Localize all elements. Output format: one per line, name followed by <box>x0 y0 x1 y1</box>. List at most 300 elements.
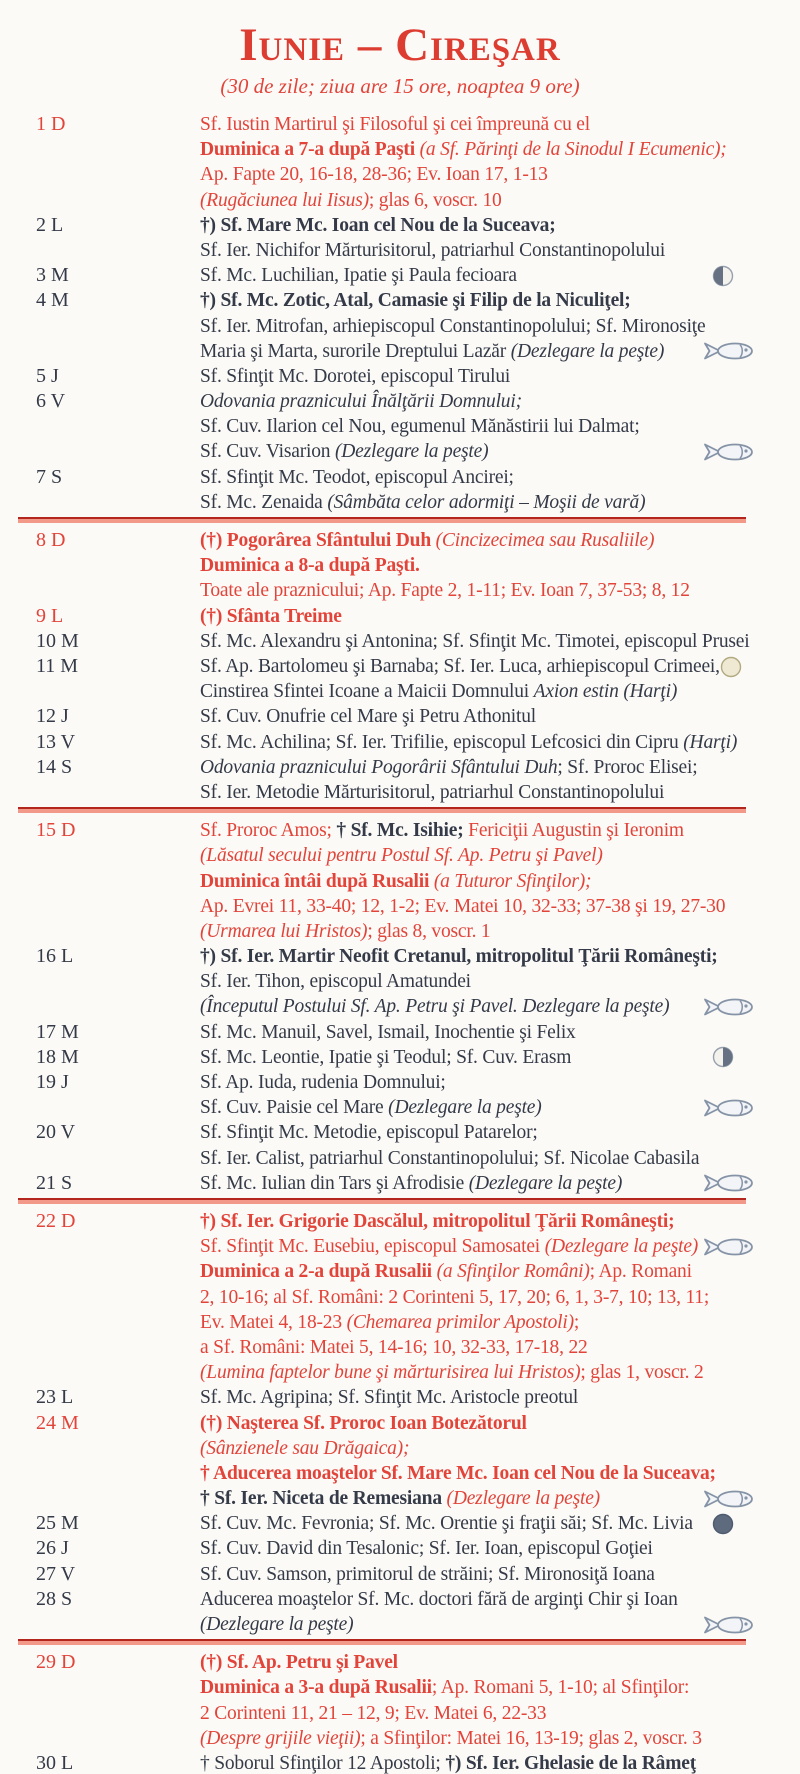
text-segment: (Harţi) <box>683 731 738 753</box>
day-label: 19 J <box>36 1071 69 1094</box>
day-line-text <box>200 1020 576 1045</box>
day-label: 5 J <box>36 364 59 387</box>
day-line-text <box>200 528 654 553</box>
day-entry-lines <box>200 730 800 755</box>
day-label: 9 L <box>36 604 64 627</box>
day-line-text <box>200 969 471 994</box>
day-line-text <box>200 1120 538 1145</box>
day-line <box>200 1461 800 1486</box>
text-segment: Sf. Cuv. David din Tesalonic; Sf. Ier. Ioan, episcopul Goţiei <box>200 1538 653 1560</box>
text-segment: Sf. Sfinţit Mc. Teodot, episcopul Ancirei; <box>200 466 514 488</box>
day-line-text <box>200 288 631 313</box>
day-line <box>200 1171 800 1196</box>
moon-new-icon <box>712 1513 734 1535</box>
text-segment: Sf. Ier. Tihon, episcopul Amatundei <box>200 971 471 993</box>
day-line <box>200 238 800 263</box>
day-label: 26 J <box>36 1537 69 1560</box>
text-segment: a Sf. Români: Matei 5, 14-16; 10, 32-33, 17-18, 22 <box>200 1336 588 1358</box>
day-entry-lines <box>200 1536 800 1561</box>
day-line <box>200 1070 800 1095</box>
text-segment: (Rugăciunea lui Iisus) <box>200 189 369 211</box>
day-entry-lines <box>200 1411 800 1512</box>
sunday-separator <box>18 807 746 813</box>
calendar-day-row <box>0 944 800 1020</box>
day-line-text <box>200 1209 674 1234</box>
text-segment: (Sânzienele sau Drăgaica); <box>200 1437 410 1459</box>
day-entry-lines <box>200 1587 800 1637</box>
moon-full-icon <box>720 656 742 678</box>
text-segment: (Despre grijile vieţii) <box>200 1727 361 1749</box>
day-label: 21 S <box>36 1171 73 1194</box>
day-line <box>200 439 800 464</box>
day-line <box>200 389 800 414</box>
text-segment: Sf. Cuv. Ilarion cel Nou, egumenul Mănăstirii lui Dalmat; <box>200 416 640 438</box>
calendar-day-row <box>0 1171 800 1196</box>
text-segment: (a Tuturor Sfinţilor); <box>433 870 592 892</box>
text-segment: ; a Sfinţilor: Matei 16, 13-19; glas 2, voscr. 3 <box>360 1727 702 1749</box>
day-line <box>200 1385 800 1410</box>
text-segment: (Dezlegare la peşte) <box>388 1097 542 1119</box>
day-line <box>200 1120 800 1145</box>
calendar-day-row <box>0 818 800 944</box>
calendar-day-row <box>0 288 800 364</box>
day-line <box>200 1234 800 1259</box>
day-line <box>200 1701 800 1726</box>
day-line-text <box>200 629 749 654</box>
text-segment: ; <box>573 1311 580 1333</box>
day-entry-lines <box>200 465 800 515</box>
text-segment: 2 Corinteni 11, 21 – 12, 9; Ev. Matei 6, 22-33 <box>200 1702 547 1724</box>
text-segment: Duminica a 8-a după Paşti. <box>200 555 420 577</box>
text-segment: ; Ap. Romani 5, 1-10; al Sfinţilor: <box>431 1677 690 1699</box>
day-line-text <box>200 1360 704 1385</box>
fish-icon <box>702 1098 756 1118</box>
text-segment: Sf. Ier. Metodie Mărturisitorul, patriarhul Constantinopolului <box>200 781 665 803</box>
text-segment: (Dezlegare la peşte) <box>446 1488 600 1510</box>
text-segment: Ev. Matei 4, 18-23 <box>200 1311 347 1333</box>
day-line-text <box>200 1650 398 1675</box>
calendar-day-row <box>0 1562 800 1587</box>
day-line <box>200 490 800 515</box>
day-label: 18 M <box>36 1045 79 1068</box>
calendar-day-row <box>0 1385 800 1410</box>
text-segment: Cinstirea Sfintei Icoane a Maicii Domnului <box>200 681 534 703</box>
text-segment: Sf. Cuv. Onufrie cel Mare şi Petru Athonitul <box>200 706 537 728</box>
day-line-text <box>200 578 690 603</box>
day-line <box>200 869 800 894</box>
day-line <box>200 1310 800 1335</box>
day-line <box>200 1536 800 1561</box>
day-line-text <box>200 679 677 704</box>
day-line-text <box>200 1335 588 1360</box>
day-line-text <box>200 1612 353 1637</box>
text-segment: Axion estin (Harţi) <box>533 681 678 703</box>
day-line-text <box>200 994 669 1019</box>
text-segment: Sf. Mc. Manuil, Savel, Ismail, Inochentie şi Felix <box>200 1021 576 1043</box>
day-line-text <box>200 1146 699 1171</box>
page-title: Iunie – Cireşar <box>239 19 561 71</box>
day-line-text <box>200 490 645 515</box>
day-entry-lines <box>200 755 800 805</box>
day-line-text <box>200 1587 678 1612</box>
day-entry-lines <box>200 288 800 364</box>
text-segment: (Urmarea lui Hristos) <box>200 920 368 942</box>
text-segment: (†) Naşterea Sf. Proroc Ioan Botezătorul <box>200 1412 527 1434</box>
day-line <box>200 1612 800 1637</box>
text-segment: Sf. Sfinţit Mc. Metodie, episcopul Patarelor; <box>200 1122 538 1144</box>
day-line-text <box>200 1751 696 1774</box>
text-segment: Sf. Mc. Alexandru şi Antonina; Sf. Sfinţit Mc. Timotei, episcopul Prusei <box>200 630 750 652</box>
day-line <box>200 780 800 805</box>
day-entry-lines <box>200 263 800 288</box>
text-segment: Duminica a 3-a după Rusalii <box>200 1677 432 1699</box>
fish-icon <box>702 1489 756 1509</box>
day-line-text <box>200 263 517 288</box>
day-line-text <box>200 919 490 944</box>
day-line-text <box>200 780 664 805</box>
day-entry-lines <box>200 1045 800 1070</box>
day-entry-lines <box>200 1020 800 1045</box>
text-segment: †) Sf. Ier. Grigorie Dascălul, mitropolitul Ţării Româneşti; <box>200 1211 675 1233</box>
text-segment: †) Sf. Mare Mc. Ioan cel Nou de la Suceava; <box>200 214 556 236</box>
text-segment: (Sâmbăta celor adormiţi – Moşii de vară) <box>327 491 646 513</box>
calendar-day-row <box>0 465 800 515</box>
day-entry-lines <box>200 213 800 263</box>
day-line <box>200 843 800 868</box>
day-line-text <box>200 465 514 490</box>
day-line-text <box>200 1285 709 1310</box>
day-entry-lines <box>200 654 800 704</box>
day-label: 11 M <box>36 655 79 677</box>
day-line-text <box>200 553 420 578</box>
day-line-text <box>200 1234 698 1259</box>
text-segment: † Sf. Mc. Isihie; <box>336 820 469 842</box>
day-label: 16 L <box>36 945 74 968</box>
page-subtitle: (30 de zile; ziua are 15 ore, noaptea 9 ore) <box>220 74 580 98</box>
day-line-text <box>200 1385 578 1410</box>
day-line-text <box>200 818 684 843</box>
calendar-day-row <box>0 654 800 704</box>
text-segment: Sf. Cuv. Paisie cel Mare <box>200 1097 389 1119</box>
sunday-separator <box>18 1198 746 1204</box>
calendar-day-row <box>0 1411 800 1512</box>
day-line <box>200 1751 800 1774</box>
text-segment: Sf. Sfinţit Mc. Eusebiu, episcopul Samosatei <box>200 1236 545 1258</box>
day-line <box>200 1360 800 1385</box>
calendar-day-row <box>0 213 800 263</box>
text-segment: ; Ap. Romani <box>589 1261 692 1283</box>
day-entry-lines <box>200 1120 800 1170</box>
day-entry-lines <box>200 944 800 1020</box>
day-line <box>200 1726 800 1751</box>
day-line <box>200 1511 800 1536</box>
day-line-text <box>200 238 665 263</box>
day-line <box>200 1335 800 1360</box>
day-line <box>200 188 800 213</box>
day-line <box>200 994 800 1019</box>
day-line-text <box>200 1726 702 1751</box>
text-segment: Sf. Mc. Iulian din Tars şi Afrodisie <box>200 1172 469 1194</box>
calendar-day-row <box>0 389 800 465</box>
day-label: 22 D <box>36 1210 76 1233</box>
day-label: 4 M <box>36 289 69 312</box>
calendar-day-row <box>0 1209 800 1385</box>
day-line <box>200 755 800 780</box>
day-line <box>200 679 800 704</box>
day-entry-lines <box>200 818 800 944</box>
day-label: 23 L <box>36 1386 74 1409</box>
day-line-text <box>200 1701 546 1726</box>
day-line <box>200 1020 800 1045</box>
day-entry-lines <box>200 1209 800 1385</box>
day-label: 3 M <box>36 264 69 287</box>
day-line-text <box>200 1436 409 1461</box>
day-line <box>200 1146 800 1171</box>
text-segment: Duminica a 2-a după Rusalii <box>200 1261 437 1283</box>
text-segment: Fericiţii Augustin şi Ieronim <box>468 820 684 842</box>
day-line-text <box>200 944 718 969</box>
day-line-text <box>200 1095 542 1120</box>
day-label: 15 D <box>36 819 76 842</box>
day-line <box>200 1436 800 1461</box>
day-label: 29 D <box>36 1651 76 1674</box>
day-line <box>200 730 800 755</box>
text-segment: †) Sf. Ier. Martir Neofit Cretanul, mitropolitul Ţării Româneşti; <box>200 946 718 968</box>
text-segment: ; glas 6, voscr. 10 <box>368 189 502 211</box>
day-line <box>200 1209 800 1234</box>
day-line <box>200 629 800 654</box>
text-segment: ; glas 8, voscr. 1 <box>367 920 491 942</box>
day-line <box>200 1259 800 1284</box>
day-label: 7 S <box>36 465 63 488</box>
day-line-text <box>200 339 664 364</box>
day-line <box>200 1285 800 1310</box>
day-label: 12 J <box>36 705 69 728</box>
sunday-separator <box>18 1639 746 1645</box>
day-label: 17 M <box>36 1020 79 1043</box>
calendar-day-row <box>0 604 800 629</box>
day-line-text <box>200 112 590 137</box>
text-segment: Aducerea moaştelor Sf. Mc. doctori fără de arginţi Chir şi Ioan <box>200 1588 678 1610</box>
text-segment: Sf. Mc. Agripina; Sf. Sfinţit Mc. Aristocle preotul <box>200 1387 579 1409</box>
day-line-text <box>200 1045 571 1070</box>
calendar-day-row <box>0 704 800 729</box>
day-line-text <box>200 1310 579 1335</box>
sunday-separator <box>18 517 746 523</box>
day-line <box>200 288 800 313</box>
day-line-text <box>200 1562 655 1587</box>
calendar-day-row <box>0 1120 800 1170</box>
day-line <box>200 112 800 137</box>
day-line <box>200 213 800 238</box>
text-segment: (†) Pogorârea Sfântului Duh <box>200 530 436 552</box>
text-segment: Sf. Ier. Mitrofan, arhiepiscopul Constantinopolului; Sf. Mironosiţe <box>200 315 706 337</box>
text-segment: (†) Sf. Ap. Petru şi Pavel <box>200 1652 398 1674</box>
day-line <box>200 654 800 679</box>
text-segment: Sf. Cuv. Mc. Fevronia; Sf. Mc. Orentie şi fraţii săi; Sf. Mc. Livia <box>200 1513 693 1535</box>
day-line-text <box>200 1511 693 1536</box>
text-segment: Ap. Evrei 11, 33-40; 12, 1-2; Ev. Matei 10, 32-33; 37-38 şi 19, 27-30 <box>200 895 726 917</box>
day-line <box>200 162 800 187</box>
day-line <box>200 704 800 729</box>
day-line-text <box>200 1536 653 1561</box>
calendar-day-row <box>0 1587 800 1637</box>
day-line-text <box>200 364 510 389</box>
calendar-day-row <box>0 755 800 805</box>
day-line <box>200 137 800 162</box>
day-line <box>200 604 800 629</box>
day-line-text <box>200 188 502 213</box>
calendar-day-row <box>0 364 800 389</box>
day-label: 25 M <box>36 1512 79 1535</box>
text-segment: (Lăsatul secului pentru Postul Sf. Ap. Petru şi Pavel) <box>200 845 603 867</box>
day-label: 2 L <box>36 213 64 236</box>
day-entry-lines <box>200 1562 800 1587</box>
day-line-text <box>200 704 536 729</box>
text-segment: (Lumina faptelor bune şi mărturisirea lui Hristos) <box>200 1362 581 1384</box>
day-entry-lines <box>200 629 800 654</box>
day-label: 30 L <box>36 1752 74 1774</box>
day-line-text <box>200 389 522 414</box>
text-segment: Odovania praznicului Înălţării Domnului; <box>200 391 522 413</box>
calendar-day-row <box>0 730 800 755</box>
day-entry-lines <box>200 1650 800 1751</box>
day-line <box>200 1562 800 1587</box>
text-segment: Sf. Mc. Luchilian, Ipatie şi Paula fecioara <box>200 265 517 287</box>
day-line <box>200 969 800 994</box>
text-segment: 2, 10-16; al Sf. Români: 2 Corinteni 5, 17, 20; 6, 1, 3-7, 10; 13, 11; <box>200 1286 710 1308</box>
day-line <box>200 263 800 288</box>
text-segment: †) Sf. Mc. Zotic, Atal, Camasie şi Filip de la Niculiţel; <box>200 290 631 312</box>
text-segment: Odovania praznicului Pogorârii Sfântului Duh <box>200 756 558 778</box>
text-segment: Sf. Mc. Zenaida <box>200 491 328 513</box>
text-segment: Sf. Iustin Martirul şi Filosoful şi cei împreună cu el <box>200 114 590 135</box>
day-line-text <box>200 414 640 439</box>
day-line <box>200 919 800 944</box>
day-line-text <box>200 1675 689 1700</box>
text-segment: Sf. Ap. Bartolomeu şi Barnaba; Sf. Ier. Luca, arhiepiscopul Crimeei, <box>200 656 720 677</box>
day-line <box>200 465 800 490</box>
text-segment: (Cincizecimea sau Rusaliile) <box>435 530 655 552</box>
text-segment: (Dezlegare la peşte) <box>468 1172 623 1194</box>
day-label: 8 D <box>36 529 66 552</box>
day-line <box>200 818 800 843</box>
fish-icon <box>702 442 756 462</box>
text-segment: Maria şi Marta, surorile Dreptului Lazăr <box>200 340 511 362</box>
day-line-text <box>200 654 720 679</box>
day-label: 20 V <box>36 1121 76 1144</box>
day-line-text <box>200 137 727 162</box>
day-entry-lines <box>200 1070 800 1120</box>
moon-first-quarter-icon <box>712 265 734 287</box>
day-line-text <box>200 604 342 629</box>
page-header <box>0 18 800 99</box>
calendar-day-row <box>0 629 800 654</box>
day-line <box>200 1411 800 1436</box>
fish-icon <box>702 1173 756 1193</box>
day-label: 28 S <box>36 1587 73 1610</box>
calendar-day-row <box>0 1751 800 1774</box>
day-entry-lines <box>200 112 800 213</box>
day-entry-lines <box>200 1511 800 1536</box>
day-line-text <box>200 439 488 464</box>
day-entry-lines <box>200 1751 800 1774</box>
text-segment: (†) Sfânta Treime <box>200 605 342 627</box>
fish-icon <box>702 997 756 1017</box>
text-segment: Sf. Cuv. Visarion <box>200 441 335 463</box>
day-line-text <box>200 1486 600 1511</box>
day-label: 13 V <box>36 730 76 753</box>
day-line <box>200 1095 800 1120</box>
day-line <box>200 528 800 553</box>
day-line-text <box>200 894 725 919</box>
day-line <box>200 1045 800 1070</box>
text-segment: (Chemarea primilor Apostoli) <box>346 1311 574 1333</box>
text-segment: Ap. Fapte 20, 16-18, 28-36; Ev. Ioan 17, 1-13 <box>200 164 548 186</box>
day-line <box>200 414 800 439</box>
fish-icon <box>702 1615 756 1635</box>
text-segment: ; glas 1, voscr. 2 <box>580 1362 704 1384</box>
text-segment: Duminica a 7-a după Paşti <box>200 139 420 161</box>
fish-icon <box>702 341 756 361</box>
text-segment: ; Sf. Proroc Elisei; <box>557 756 698 778</box>
calendar-day-row <box>0 1020 800 1045</box>
day-label: 24 M <box>36 1411 79 1434</box>
text-segment: Toate ale praznicului; Ap. Fapte 2, 1-11; Ev. Ioan 7, 37-53; 8, 12 <box>200 580 690 602</box>
day-line-text <box>200 1171 622 1196</box>
calendar-day-row <box>0 1070 800 1120</box>
text-segment: (Dezlegare la peşte) <box>335 441 489 463</box>
day-line-text <box>200 1411 527 1436</box>
day-label: 1 D <box>36 113 66 135</box>
day-line-text <box>200 755 697 780</box>
day-line <box>200 339 800 364</box>
fish-icon <box>702 1237 756 1257</box>
day-line <box>200 1486 800 1511</box>
text-segment: (a Sfinţilor Români) <box>436 1261 590 1283</box>
day-line-text <box>200 1070 446 1095</box>
text-segment: (Dezlegare la peşte) <box>510 340 665 362</box>
day-line-text <box>200 730 737 755</box>
day-label: 10 M <box>36 629 79 652</box>
calendar-day-row <box>0 1511 800 1536</box>
day-entry-lines <box>200 1171 800 1196</box>
day-line <box>200 1675 800 1700</box>
text-segment: (a Sf. Părinţi de la Sinodul I Ecumenic); <box>419 139 727 161</box>
day-entry-lines <box>200 604 800 629</box>
calendar-day-row <box>0 1536 800 1561</box>
day-line-text <box>200 1259 692 1284</box>
day-line <box>200 1587 800 1612</box>
text-segment: † Sf. Ier. Niceta de Remesiana <box>200 1488 447 1510</box>
calendar-day-row <box>0 1045 800 1070</box>
day-line <box>200 314 800 339</box>
calendar-day-row <box>0 528 800 604</box>
day-line <box>200 553 800 578</box>
text-segment: Sf. Ap. Iuda, rudenia Domnului; <box>200 1072 446 1094</box>
text-segment: (Dezlegare la peşte) <box>200 1614 354 1636</box>
day-entry-lines <box>200 704 800 729</box>
text-segment: (Începutul Postului Sf. Ap. Petru şi Pavel. Dezlegare la peşte) <box>200 996 670 1018</box>
text-segment: Sf. Proroc Amos; <box>200 820 337 842</box>
text-segment: Sf. Ier. Nichifor Mărturisitorul, patriarhul Constantinopolului <box>200 239 666 261</box>
day-line <box>200 1650 800 1675</box>
day-entry-lines <box>200 389 800 465</box>
day-label: 6 V <box>36 390 66 413</box>
calendar-day-row <box>0 263 800 288</box>
day-label: 27 V <box>36 1562 76 1585</box>
calendar-day-row <box>0 1650 800 1751</box>
